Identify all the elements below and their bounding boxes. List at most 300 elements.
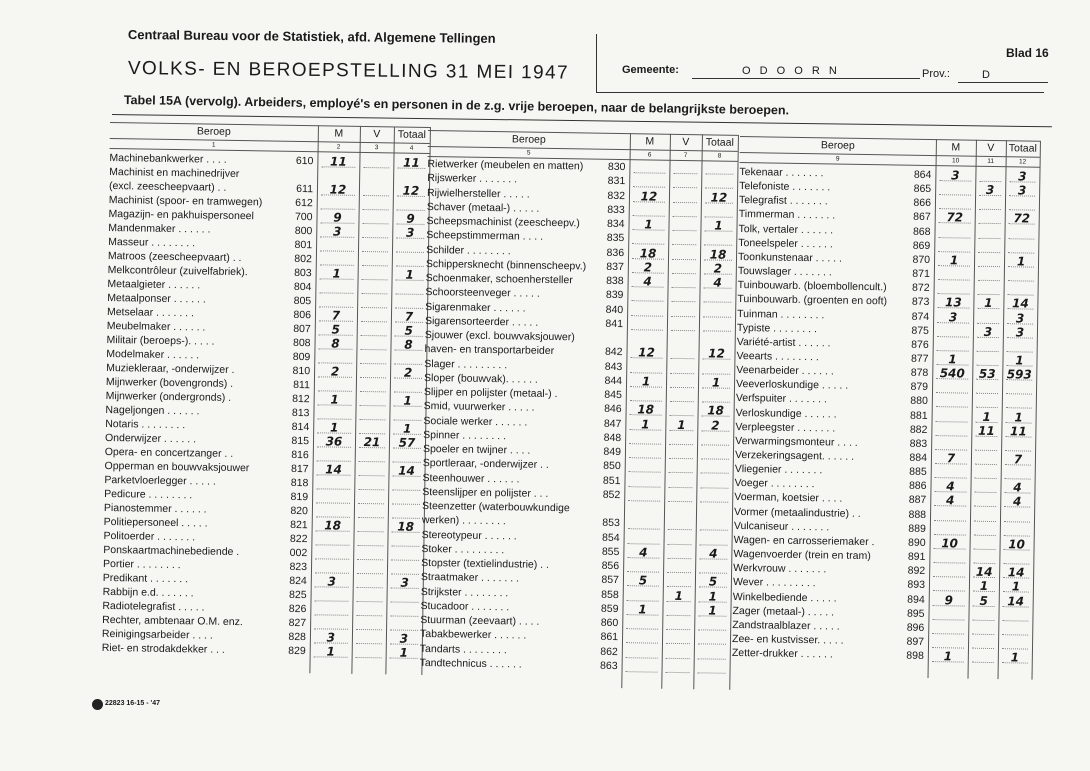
occupation-code: 871 — [912, 267, 930, 281]
cell-underline — [1002, 634, 1028, 635]
count-v: 1 — [979, 579, 989, 594]
cell-underline — [633, 172, 665, 174]
cell-underline — [701, 444, 729, 445]
occupation-code: 821 — [290, 518, 308, 532]
occupation-code: 855 — [601, 545, 620, 558]
cell-underline — [1003, 563, 1029, 564]
occupation-label: Zee- en kustvisser. . . . . — [732, 632, 844, 647]
printer-logo-icon — [92, 699, 103, 710]
count-t: 4 — [713, 275, 722, 290]
cell-underline — [360, 377, 386, 378]
cell-underline — [360, 349, 386, 350]
cell-underline — [395, 294, 423, 295]
count-t: 12 — [710, 189, 728, 205]
occupation-label: Tuinman . . . . . . . . — [737, 307, 825, 321]
column-header-totaal: Totaal — [1008, 142, 1037, 155]
occupation-label: Steenhouwer . . . . . . — [422, 471, 520, 485]
occupation-code: 813 — [291, 406, 310, 420]
occupation-code: 834 — [606, 217, 625, 231]
occupation-label: Voeger . . . . . . . . — [734, 477, 815, 491]
cell-underline — [628, 500, 660, 502]
occupation-label: werken) . . . . . . . . — [421, 514, 506, 528]
count-t: 3 — [1015, 310, 1025, 325]
occupation-label: Machinebankwerker . . . . — [109, 151, 227, 166]
column-header-v: V — [373, 128, 381, 141]
count-m: 7 — [946, 451, 956, 466]
count-m: 9 — [333, 210, 342, 225]
occupation-code: 611 — [296, 182, 314, 196]
count-m: 4 — [643, 274, 652, 289]
occupation-code: 827 — [288, 616, 307, 630]
occupation-code: 843 — [604, 360, 623, 373]
occupation-code: 811 — [293, 378, 310, 392]
cell-underline — [698, 644, 726, 645]
occupation-code: 801 — [294, 238, 313, 252]
cell-underline — [936, 392, 968, 394]
count-m: 13 — [944, 295, 962, 310]
occupation-code: 866 — [913, 197, 932, 210]
occupation-label: Riet- en strodakdekker . . . — [101, 641, 225, 656]
count-t: 72 — [1013, 211, 1031, 227]
occupation-code: 812 — [292, 392, 310, 406]
count-t: 14 — [1011, 296, 1029, 311]
occupation-label: Veearts . . . . . . . . — [736, 349, 819, 364]
count-t: 1 — [1015, 353, 1024, 368]
cell-underline — [627, 571, 659, 573]
count-t: 3 — [1015, 324, 1025, 340]
count-v: 3 — [985, 183, 995, 198]
occupation-code: 875 — [911, 324, 930, 337]
occupation-label: Opperman en bouwvaksjouwer — [104, 459, 250, 475]
occupation-label: Tolk, vertaler . . . . . . — [738, 222, 834, 237]
cell-underline — [703, 330, 731, 331]
occupation-code: 897 — [906, 635, 925, 648]
occupation-code: 610 — [295, 154, 314, 168]
gemeente-value: O D O O R N — [742, 65, 840, 77]
count-t: 4 — [1012, 494, 1022, 509]
occupation-label: Tuinbouwarb. (groenten en ooft) — [737, 293, 888, 308]
occupation-code: 852 — [602, 488, 621, 501]
cell-underline — [700, 544, 728, 545]
bureau-name: Centraal Bureau voor de Statistiek, afd. Algemene Tellingen — [127, 27, 496, 46]
count-m: 10 — [941, 536, 959, 551]
cell-underline — [703, 316, 731, 317]
count-t: 8 — [404, 337, 413, 352]
cell-underline — [936, 406, 968, 408]
cell-underline — [626, 657, 658, 659]
cell-underline — [666, 615, 690, 616]
occupation-code: 894 — [907, 593, 925, 606]
occupation-label: Politiepersoneel . . . . . — [103, 515, 208, 530]
count-m: 18 — [637, 402, 655, 417]
occupation-code: 845 — [604, 388, 622, 402]
header-rule — [596, 92, 1044, 93]
cell-underline — [633, 215, 665, 217]
cell-underline — [671, 301, 695, 302]
cell-underline — [391, 545, 419, 546]
count-m: 2 — [330, 364, 340, 379]
cell-underline — [316, 488, 350, 490]
count-t: 1 — [399, 645, 408, 660]
occupation-code: 847 — [603, 417, 622, 430]
count-m: 4 — [639, 545, 648, 560]
occupation-label: Tandtechnicus . . . . . . — [419, 656, 522, 671]
cell-underline — [668, 543, 692, 544]
occupation-code: 819 — [290, 490, 309, 504]
occupation-code: 612 — [295, 196, 313, 210]
occupation-label: Politoerder . . . . . . . — [103, 529, 196, 544]
occupation-code: 828 — [288, 630, 307, 644]
cell-underline — [667, 586, 691, 587]
occupation-code: 873 — [911, 296, 930, 309]
cell-underline — [672, 273, 696, 274]
occupation-label: Schoenmaker, schoenhersteller — [425, 271, 573, 287]
occupation-label: Pedicure . . . . . . . . — [104, 487, 193, 502]
count-t: 18 — [397, 519, 415, 534]
occupation-code: 881 — [910, 409, 928, 422]
cell-underline — [668, 486, 692, 487]
occupation-label: Zandstraalblazer . . . . . — [732, 618, 840, 633]
cell-underline — [977, 322, 999, 323]
cell-underline — [362, 237, 388, 238]
occupation-code: 829 — [288, 644, 306, 658]
cell-underline — [939, 194, 971, 196]
cell-underline — [668, 501, 692, 502]
cell-underline — [933, 576, 965, 578]
occupation-label: Strijkster . . . . . . . . — [420, 585, 509, 599]
cell-underline — [628, 486, 660, 488]
count-v: 3 — [983, 324, 993, 339]
count-m: 1 — [330, 392, 339, 407]
cell-underline — [358, 517, 384, 518]
cell-underline — [361, 335, 387, 336]
occupation-code: 889 — [908, 522, 926, 535]
occupation-label: Vormer (metaalindustrie) . . — [734, 505, 861, 520]
cell-underline — [359, 419, 385, 420]
count-t: 1 — [714, 218, 723, 233]
occupation-label: Masseur . . . . . . . . — [108, 235, 196, 250]
table-section — [732, 136, 1040, 680]
occupation-label: Verzekeringsagent. . . . . . — [734, 448, 855, 463]
cell-underline — [629, 471, 661, 473]
column-number: 3 — [374, 144, 379, 152]
count-t: 12 — [402, 183, 420, 198]
occupation-code: 823 — [289, 560, 308, 574]
cell-underline — [705, 173, 733, 174]
cell-underline — [937, 336, 969, 338]
occupation-code: 803 — [294, 266, 312, 280]
cell-underline — [974, 506, 996, 507]
cell-underline — [362, 265, 388, 266]
occupation-code: 807 — [293, 322, 311, 336]
count-v: 1 — [674, 588, 684, 603]
cell-underline — [936, 421, 968, 423]
count-t: 10 — [1008, 537, 1026, 552]
occupation-label: Vulcaniseur . . . . . . . — [733, 519, 830, 534]
occupation-code: 864 — [913, 168, 932, 182]
occupation-label: Metaalponser . . . . . . — [107, 291, 206, 306]
occupation-label: Mijnwerker (ondergronds) . — [105, 389, 232, 404]
cell-underline — [629, 457, 661, 459]
occupation-label: (excl. zeescheepvaart) . . — [108, 179, 227, 194]
cell-underline — [698, 629, 726, 630]
occupation-code: 840 — [605, 303, 624, 316]
cell-underline — [933, 562, 965, 564]
occupation-code: 830 — [607, 160, 626, 174]
occupation-label: Tuinbouwarb. (bloembollencult.) — [737, 279, 887, 294]
cell-underline — [979, 209, 1001, 210]
count-t: 1 — [403, 393, 412, 408]
cell-underline — [314, 614, 348, 616]
occupation-label: Schoorsteenveger . . . . . — [425, 286, 540, 301]
occupation-code: 802 — [294, 252, 312, 266]
occupation-label: Stuurman (zeevaart) . . . . — [420, 613, 540, 628]
count-m: 8 — [331, 336, 340, 351]
cell-underline — [701, 458, 729, 459]
cell-underline — [357, 573, 383, 574]
occupation-label: Muziekleraar, -onderwijzer . — [106, 361, 235, 376]
cell-underline — [673, 173, 697, 174]
cell-underline — [673, 201, 697, 202]
cell-underline — [979, 223, 1001, 224]
occupation-label: Portier . . . . . . . . — [102, 557, 181, 572]
cell-underline — [698, 658, 726, 659]
occupation-code: 700 — [294, 210, 313, 224]
cell-underline — [356, 629, 382, 630]
occupation-code: 868 — [912, 225, 931, 238]
cell-underline — [976, 365, 998, 366]
occupation-label: Schilder . . . . . . . . — [426, 243, 511, 257]
column-header-beroep: Beroep — [820, 139, 855, 152]
occupation-label: Verpleegster . . . . . . . — [735, 420, 836, 435]
occupation-code: 850 — [603, 460, 621, 473]
count-m: 1 — [332, 266, 341, 281]
count-v: 5 — [979, 593, 989, 608]
occupation-label: Tekenaar . . . . . . . — [739, 165, 824, 180]
occupation-label: Modelmaker . . . . . . — [106, 347, 200, 362]
count-m: 3 — [948, 309, 958, 324]
occupation-code: 870 — [912, 253, 931, 266]
cell-underline — [973, 563, 995, 564]
column-number: 5 — [526, 149, 531, 157]
cell-underline — [1002, 648, 1028, 649]
cell-underline — [356, 643, 382, 644]
occupation-label: Magazijn- en pakhuispersoneel — [108, 207, 254, 223]
cell-underline — [1008, 280, 1034, 281]
cell-underline — [363, 167, 389, 168]
cell-underline — [359, 461, 385, 462]
occupation-code: 885 — [909, 465, 927, 479]
province-value: D — [982, 69, 990, 81]
column-number: 11 — [987, 157, 995, 165]
occupation-code: 892 — [907, 564, 926, 578]
cell-underline — [358, 503, 384, 504]
count-v — [360, 155, 394, 156]
count-m: 1 — [329, 420, 339, 435]
occupation-code: 895 — [906, 607, 925, 620]
cell-underline — [975, 478, 997, 479]
cell-underline — [1006, 408, 1032, 409]
occupation-label: Vliegenier . . . . . . . — [734, 463, 823, 477]
cell-underline — [666, 672, 690, 673]
column-header-v: V — [682, 135, 690, 149]
cell-underline — [975, 464, 997, 465]
occupation-label: Pianostemmer . . . . . . — [103, 501, 207, 516]
cell-underline — [667, 558, 691, 559]
count-m: 12 — [329, 182, 347, 197]
occupation-label: Scheepstimmerman . . . . — [426, 229, 544, 244]
gemeente-line — [692, 78, 920, 79]
cell-underline — [1008, 238, 1034, 239]
province-line — [958, 82, 1048, 83]
count-m: 14 — [325, 462, 343, 477]
cell-underline — [363, 195, 389, 196]
occupation-code: 880 — [910, 395, 928, 408]
cell-underline — [938, 237, 970, 239]
count-t: 4 — [709, 546, 718, 561]
occupation-code: 857 — [601, 574, 620, 587]
count-m: 1 — [948, 352, 957, 367]
column-header-m: M — [645, 135, 655, 148]
occupation-label: Timmerman . . . . . . . — [738, 208, 836, 222]
cell-underline — [1004, 521, 1030, 522]
cell-underline — [358, 475, 384, 476]
occupation-code: 893 — [907, 579, 926, 592]
occupation-label: Sjouwer (excl. bouwvaksjouwer) — [424, 328, 575, 344]
occupation-label: Wagenvoerder (trein en tram) — [733, 547, 871, 563]
count-m: 72 — [946, 210, 964, 225]
occupation-label: Variété-artist . . . . . . — [736, 335, 831, 350]
count-m: 36 — [325, 434, 343, 449]
occupation-label: Sloper (bouwvak). . . . . . — [424, 371, 538, 386]
cell-underline — [673, 187, 697, 188]
occupation-label: Winkelbediende . . . . . — [732, 590, 837, 605]
occupation-label: Matroos (zeescheepvaart) . . — [107, 249, 242, 265]
count-t: 18 — [709, 246, 727, 262]
count-m: 18 — [324, 518, 342, 533]
occupation-label: Sociale werker . . . . . . — [423, 414, 528, 429]
count-m: 18 — [639, 245, 657, 261]
cell-underline — [356, 657, 382, 658]
occupation-label: Voerman, koetsier . . . . — [734, 491, 843, 506]
cell-underline — [360, 391, 386, 392]
cell-underline — [363, 209, 389, 210]
count-m: 5 — [331, 322, 341, 337]
count-m: 3 — [327, 574, 337, 589]
cell-underline — [978, 266, 1000, 267]
cell-underline — [932, 633, 964, 635]
occupation-label: Sigarensorteerder . . . . . — [424, 314, 539, 329]
cell-underline — [1002, 620, 1028, 621]
occupation-label: Schaver (metaal-) . . . . . — [426, 200, 540, 215]
count-m: 1 — [949, 253, 959, 268]
occupation-code: 800 — [294, 224, 313, 238]
occupation-code: 832 — [607, 189, 626, 202]
occupation-code: 835 — [606, 232, 625, 245]
count-m: 1 — [326, 644, 335, 659]
cell-underline — [972, 619, 994, 620]
count-t: 3 — [1018, 169, 1027, 184]
cell-underline — [672, 244, 696, 245]
count-t: 18 — [707, 403, 725, 418]
count-t: 1 — [1011, 579, 1021, 594]
occupation-label: Stoker . . . . . . . . . — [421, 542, 505, 556]
cell-underline — [319, 292, 353, 294]
occupation-code: 838 — [606, 274, 624, 288]
count-v: 11 — [977, 423, 995, 438]
cell-underline — [1005, 478, 1031, 479]
header-divider — [596, 34, 597, 92]
cell-underline — [704, 245, 732, 246]
count-t: 1 — [1014, 409, 1023, 425]
cell-underline — [672, 230, 696, 231]
count-t: 1 — [1010, 650, 1020, 665]
count-t: 3 — [406, 225, 415, 240]
column-number: 9 — [835, 155, 840, 163]
occupation-code: 818 — [290, 476, 309, 490]
occupation-label: Predikant . . . . . . . — [102, 571, 189, 586]
occupation-code: 859 — [600, 602, 619, 615]
occupation-code: 836 — [606, 246, 625, 259]
occupation-label: haven- en transportarbeider — [424, 343, 555, 358]
occupation-code: 887 — [908, 494, 927, 507]
occupation-label: Veeverloskundige . . . . . — [736, 378, 849, 392]
occupation-code: 876 — [911, 338, 929, 351]
occupation-code: 815 — [291, 434, 310, 448]
occupation-label: Metselaar . . . . . . . — [106, 305, 195, 320]
occupation-code: 817 — [290, 462, 309, 476]
cell-underline — [934, 520, 966, 522]
cell-underline — [626, 642, 658, 644]
cell-underline — [698, 672, 726, 673]
occupation-code: 804 — [293, 280, 312, 294]
cell-underline — [938, 279, 970, 281]
occupation-code: 872 — [912, 281, 930, 295]
occupation-code: 853 — [602, 517, 620, 530]
cell-underline — [361, 307, 387, 308]
cell-underline — [626, 671, 658, 673]
cell-underline — [974, 534, 996, 535]
cell-underline — [632, 243, 664, 245]
occupation-code: 848 — [603, 431, 622, 444]
count-t: 14 — [1007, 593, 1025, 609]
count-m: 12 — [640, 188, 658, 204]
column-header-m: M — [334, 127, 344, 140]
occupation-code: 851 — [602, 474, 621, 487]
occupation-code: 886 — [908, 479, 927, 493]
cell-underline — [314, 600, 348, 602]
occupation-code: 846 — [604, 403, 622, 416]
occupation-code: 814 — [291, 420, 310, 434]
count-m: 4 — [945, 493, 955, 508]
province-label: Prov.: — [922, 68, 950, 80]
count-m: 1 — [641, 374, 651, 389]
cell-underline — [976, 393, 998, 394]
occupation-code: 878 — [910, 366, 929, 380]
occupation-code: 816 — [291, 448, 309, 462]
cell-underline — [357, 545, 383, 546]
cell-underline — [670, 387, 694, 388]
occupation-label: Verfspuiter . . . . . . . — [735, 392, 828, 406]
cell-underline — [1005, 450, 1031, 451]
cell-underline — [360, 363, 386, 364]
page-title: VOLKS- EN BEROEPSTELLING 31 MEI 1947 — [127, 58, 570, 84]
occupation-label: Telefoniste . . . . . . . — [739, 180, 831, 194]
cell-underline — [670, 415, 694, 416]
occupation-label: Metaalgieter . . . . . . — [107, 277, 201, 292]
count-t: 3 — [399, 631, 409, 646]
occupation-label: Zetter-drukker . . . . . . — [731, 647, 833, 661]
